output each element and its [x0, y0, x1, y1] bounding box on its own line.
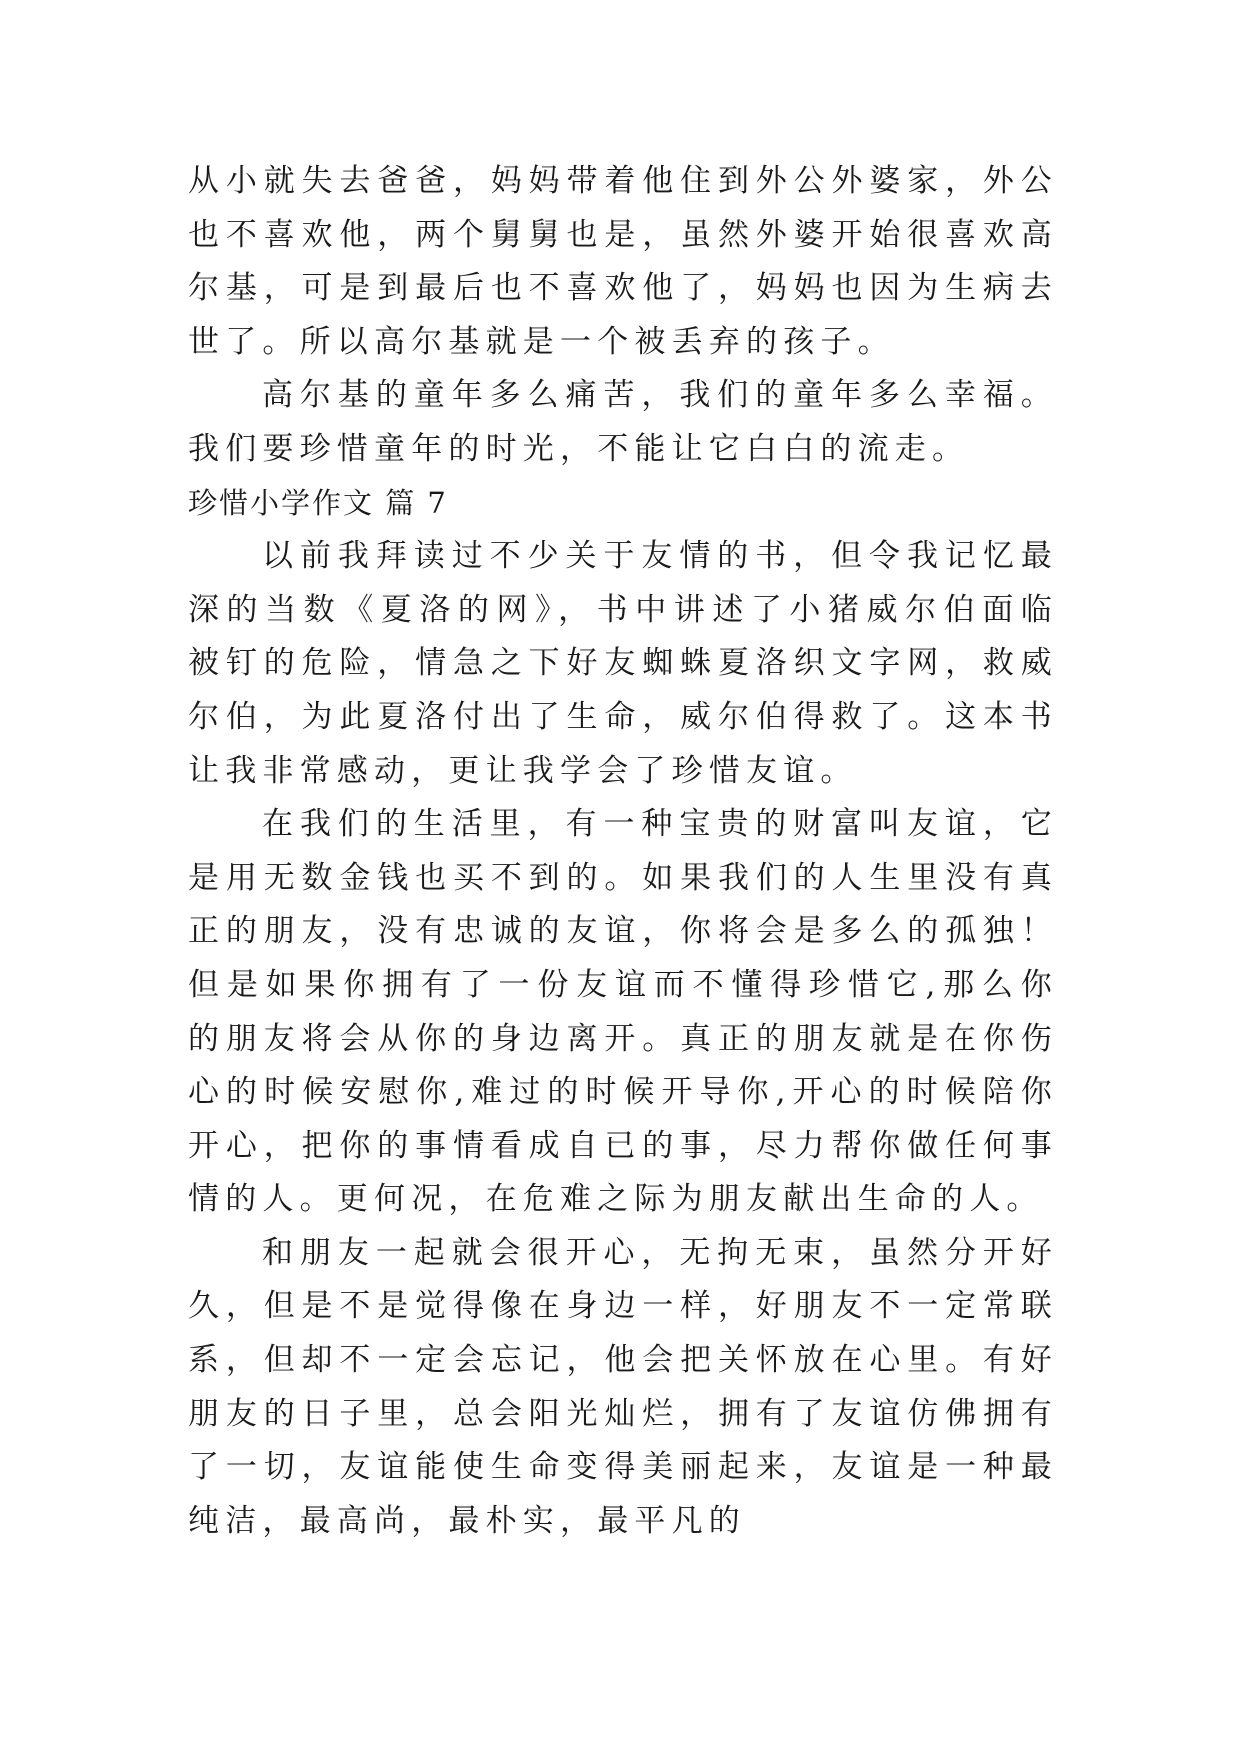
section-heading: 珍惜小学作文 篇 7 — [188, 485, 448, 520]
paragraph: 以前我拜读过不少关于友情的书，但令我记忆最深的当数《夏洛的网》，书中讲述了小猪威尔伯面临被钉的危险，情急之下好友蜘蛛夏洛织文字网，救威尔伯，为此夏洛付出了生命，威尔伯得救了。这本书让我非常感动，更让我学会了珍惜友谊。 — [188, 538, 1058, 789]
paragraph: 高尔基的童年多么痛苦，我们的童年多么幸福。我们要珍惜童年的时光，不能让它白白的流走。 — [188, 377, 1058, 467]
paragraph: 从小就失去爸爸，妈妈带着他住到外公外婆家，外公也不喜欢他，两个舅舅也是，虽然外婆开始很喜欢高尔基，可是到最后也不喜欢他了，妈妈也因为生病去世了。所以高尔基就是一个被丢弃的孩子。 — [188, 163, 1058, 360]
paragraph: 和朋友一起就会很开心，无拘无束，虽然分开好久，但是不是觉得像在身边一样，好朋友不一定常联系，但却不一定会忘记，他会把关怀放在心里。有好朋友的日子里，总会阳光灿烂，拥有了友谊仿佛拥有了一切，友谊能使生命变得美丽起来，友谊是一种最纯洁，最高尚，最朴实，最平凡的 — [188, 1234, 1058, 1539]
document-body — [188, 155, 1058, 1548]
paragraph: 在我们的生活里，有一种宝贵的财富叫友谊，它是用无数金钱也买不到的。如果我们的人生里没有真正的朋友，没有忠诚的友谊，你将会是多么的孤独！但是如果你拥有了一份友谊而不懂得珍惜它,那么你的朋友将会从你的身边离开。真正的朋友就是在你伤心的时候安慰你,难过的时候开导你,开心的时候陪你开心，把你的事情看成自已的事，尽力帮你做任何事情的人。更何况，在危难之际为朋友献出生命的人。 — [188, 806, 1058, 1218]
